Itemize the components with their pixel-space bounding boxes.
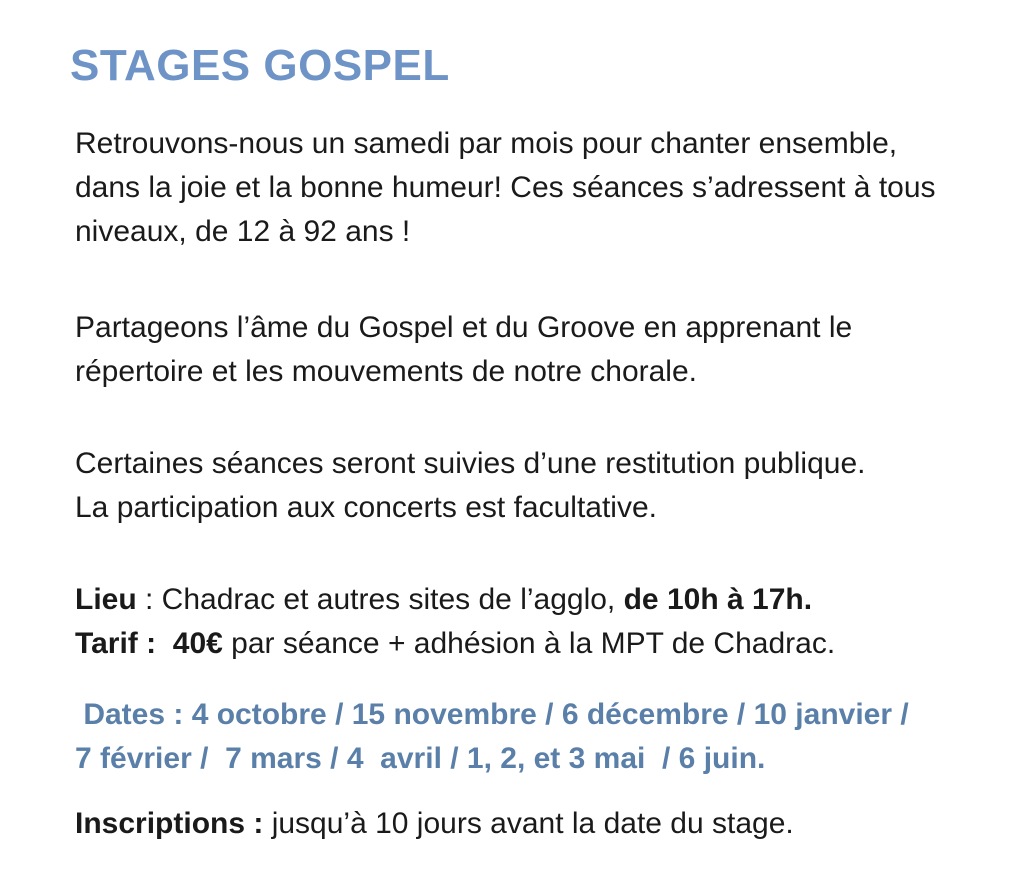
inscriptions-label: Inscriptions : (75, 807, 264, 840)
page-title: STAGES GOSPEL (70, 41, 450, 90)
intro-line-3: niveaux, de 12 à 92 ans ! (75, 215, 411, 248)
intro-paragraph (75, 122, 936, 254)
intro-line-2: dans la joie et la bonne humeur! Ces séances s’adressent à tous (75, 171, 936, 204)
lieu-hours: de 10h à 17h. (623, 583, 813, 616)
dates-line-2: 7 février / 7 mars / 4 avril / 1, 2, et 3 mai / 6 juin. (75, 742, 766, 775)
repertoire-line-2: répertoire et les mouvements de notre chorale. (75, 355, 697, 388)
inscriptions-line (75, 802, 794, 846)
tarif-text: par séance + adhésion à la MPT de Chadrac. (222, 627, 836, 660)
dates-line-1: Dates : 4 octobre / 15 novembre / 6 décembre / 10 janvier / (75, 698, 909, 731)
concerts-line-2: La participation aux concerts est facultative. (75, 491, 657, 524)
concerts-paragraph (75, 442, 865, 530)
practical-info (75, 578, 835, 666)
lieu-text: : Chadrac et autres sites de l’agglo, (136, 583, 624, 616)
tarif-price: 40€ (172, 627, 223, 660)
tarif-label: Tarif : (75, 627, 173, 660)
repertoire-paragraph (75, 306, 852, 394)
intro-line-1: Retrouvons-nous un samedi par mois pour chanter ensemble, (75, 127, 898, 160)
repertoire-line-1: Partageons l’âme du Gospel et du Groove en apprenant le (75, 311, 853, 344)
lieu-line (75, 578, 835, 622)
lieu-label: Lieu (75, 583, 137, 616)
tarif-line (75, 622, 835, 666)
dates-paragraph (75, 693, 909, 781)
inscriptions-paragraph (75, 802, 794, 846)
inscriptions-text: jusqu’à 10 jours avant la date du stage. (263, 807, 794, 840)
concerts-line-1: Certaines séances seront suivies d’une restitution publique. (75, 447, 866, 480)
